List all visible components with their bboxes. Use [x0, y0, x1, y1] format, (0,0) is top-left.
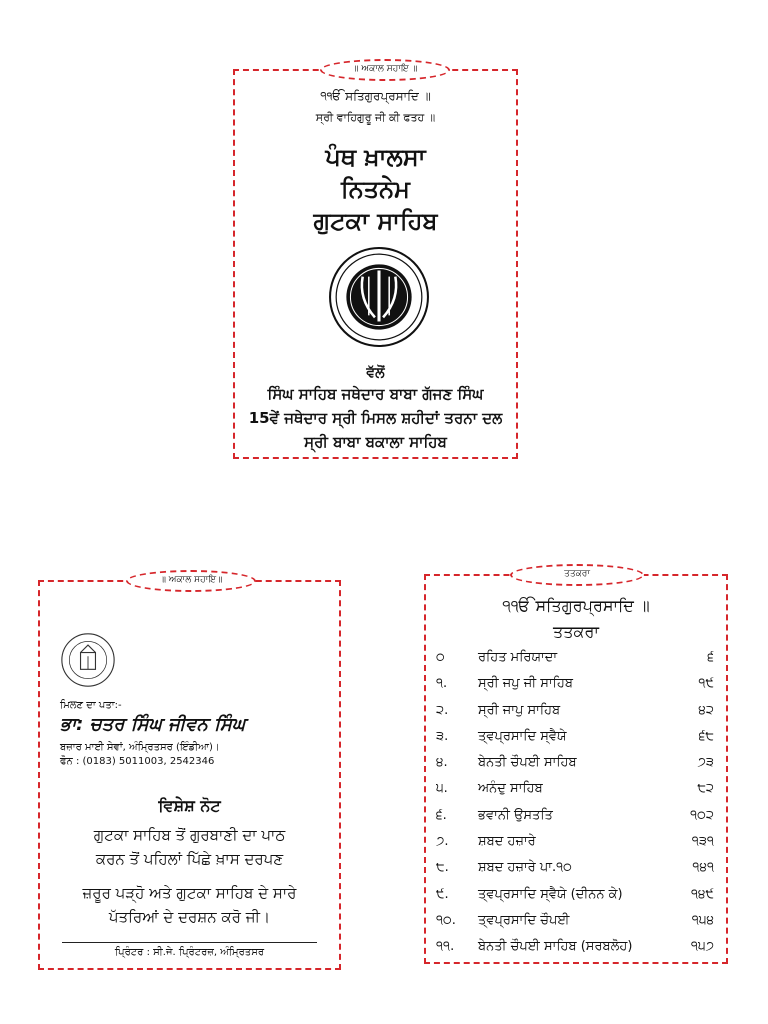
toc-page: ੧੪੯	[690, 886, 714, 902]
toc-number: ੭.	[436, 834, 449, 850]
toc-number: ੩.	[436, 728, 449, 744]
ik-onkar-line: ੧ੴ ਸਤਿਗੁਰਪ੍ਰਸਾਦਿ ॥	[502, 596, 650, 615]
toc-page: ੪੨	[698, 702, 714, 718]
fateh-line: ਸ੍ਰੀ ਵਾਹਿਗੁਰੂ ਜੀ ਕੀ ਫਤਹ ॥	[315, 111, 436, 124]
toc-row	[426, 830, 726, 856]
toc-title: ਸ਼ਬਦ ਹਜ਼ਾਰੇ	[478, 834, 536, 850]
toc-title: ਤ੍ਵਪ੍ਰਸਾਦਿ ਚੌਪਈ	[478, 912, 570, 928]
toc-row	[426, 725, 726, 751]
toc-page: ੧੫੭	[690, 939, 714, 955]
toc-row	[426, 804, 726, 830]
note-line-1: ਗੁਟਕਾ ਸਾਹਿਬ ਤੋਂ ਗੁਰਬਾਣੀ ਦਾ ਪਾਠ	[93, 826, 286, 844]
publisher-notes-page	[38, 575, 341, 970]
toc-row	[426, 646, 726, 672]
toc-row	[426, 883, 726, 909]
toc-number: ੧.	[436, 676, 448, 692]
toc-number: ੬.	[436, 807, 447, 823]
publisher-name: ਭਾ: ਚਤਰ ਸਿੰਘ ਜੀਵਨ ਸਿੰਘ	[60, 714, 246, 735]
khanda-seal-icon	[328, 246, 430, 348]
title-nitnem: ਨਿਤਨੇਮ	[341, 175, 410, 203]
note-line-2: ਕਰਨ ਤੋਂ ਪਹਿਲਾਂ ਪਿੱਛੇ ਖ਼ਾਸ ਦਰਪਣ	[95, 850, 284, 868]
toc-page: ੭੩	[697, 755, 714, 771]
note-line-4: ਪੱਤਰਿਆਂ ਦੇ ਦਰਸ਼ਨ ਕਰੋ ਜੀ।	[108, 908, 271, 926]
toc-title: ਬੇਨਤੀ ਚੌਪਈ ਸਾਹਿਬ (ਸਰਬਲੋਹ)	[478, 939, 633, 955]
toc-title: ਸ਼ਬਦ ਹਜ਼ਾਰੇ ਪਾ.੧੦	[478, 860, 572, 876]
toc-number: ੯.	[436, 886, 449, 902]
toc-row	[426, 699, 726, 725]
toc-page: ੬	[707, 650, 714, 665]
author-line-1: ਸਿੰਘ ਸਾਹਿਬ ਜਥੇਦਾਰ ਬਾਬਾ ਗੱਜਣ ਸਿੰਘ	[267, 385, 484, 403]
toc-page: ੧੫੪	[691, 912, 714, 928]
toc-row	[426, 935, 726, 961]
toc-row	[426, 672, 726, 698]
toc-page: ੮੨	[697, 781, 714, 797]
note-line-3: ਜ਼ਰੂਰ ਪੜ੍ਹੋ ਅਤੇ ਗੁਟਕਾ ਸਾਹਿਬ ਦੇ ਸਾਰੇ	[82, 884, 297, 902]
toc-title: ਅਨੰਦੁ ਸਾਹਿਬ	[478, 781, 543, 797]
vallon-label: ਵੱਲੋਂ	[366, 365, 385, 381]
toc-number: ੫.	[436, 781, 448, 797]
toc-page: ੧੩੧	[691, 834, 714, 850]
akal-sahai-oval: ॥ ਅਕਾਲ ਸਹਾਇ ॥	[320, 59, 450, 81]
toc-number: ੮.	[436, 860, 449, 876]
toc-title: ਸ੍ਰੀ ਜਪੁ ਜੀ ਸਾਹਿਬ	[478, 676, 573, 692]
author-line-3: ਸ੍ਰੀ ਬਾਬਾ ਬਕਾਲਾ ਸਾਹਿਬ	[304, 433, 447, 451]
toc-title: ਤ੍ਵਪ੍ਰਸਾਦਿ ਸ੍ਵੈਯੇ	[478, 728, 567, 744]
toc-number: ੪.	[436, 755, 448, 771]
akal-sahai-oval: ॥ ਅਕਾਲ ਸਹਾਇ॥	[126, 570, 256, 592]
toc-page: ੧੯	[698, 676, 714, 692]
toc-row	[426, 909, 726, 935]
toc-page: ੧੦੨	[690, 807, 714, 823]
special-note-title: ਵਿਸ਼ੇਸ਼ ਨੋਟ	[158, 796, 221, 815]
toc-row	[426, 751, 726, 777]
printer-credit: ਪ੍ਰਿੰਟਰ : ਸੀ.ਜੇ. ਪ੍ਰਿੰਟਰਜ਼, ਅੰਮ੍ਰਿਤਸਰ	[114, 947, 265, 958]
index-title: ਤਤਕਰਾ	[553, 622, 599, 641]
publisher-label: ਮਿਲਣ ਦਾ ਪਤਾ:-	[60, 700, 122, 711]
publisher-address: ਬਜ਼ਾਰ ਮਾਈ ਸੇਵਾਂ, ਅੰਮ੍ਰਿਤਸਰ (ਇੰਡੀਆ)।	[60, 742, 220, 753]
index-oval-label: ਤਤਕਰਾ	[510, 564, 644, 586]
toc-title: ਰਹਿਤ ਮਰਿਯਾਦਾ	[478, 650, 558, 665]
toc-number: ੦	[436, 650, 445, 665]
toc-number: ੨.	[436, 702, 449, 718]
toc-number: ੧੧.	[436, 939, 455, 955]
toc-row	[426, 777, 726, 803]
toc-title: ਬੇਨਤੀ ਚੌਪਈ ਸਾਹਿਬ	[478, 755, 577, 771]
toc-number: ੧੦.	[436, 912, 456, 928]
divider	[62, 942, 317, 943]
cover-page	[233, 64, 518, 459]
title-gutka-sahib: ਗੁਟਕਾ ਸਾਹਿਬ	[313, 207, 438, 235]
toc-page: ੧੪੧	[692, 860, 714, 876]
toc-title: ਤ੍ਵਪ੍ਰਸਾਦਿ ਸ੍ਵੈਯੇ (ਦੀਨਨ ਕੇ)	[478, 886, 623, 902]
publisher-phone: ਫੋਨ : (0183) 5011003, 2542346	[60, 756, 215, 767]
table-of-contents	[426, 646, 726, 962]
ik-onkar-line: ੧ੴ ਸਤਿਗੁਰਪ੍ਰਸਾਦਿ ॥	[320, 89, 431, 103]
author-line-2: 15ਵੇਂ ਜਥੇਦਾਰ ਸ੍ਰੀ ਮਿਸਲ ਸ਼ਹੀਦਾਂ ਤਰਨਾ ਦਲ	[248, 409, 503, 427]
index-page	[424, 569, 728, 964]
toc-title: ਭਵਾਨੀ ਉਸਤਤਿ	[478, 807, 553, 823]
printer-logo-icon	[60, 632, 116, 688]
title-panth-khalsa: ਪੰਥ ਖ਼ਾਲਸਾ	[325, 143, 426, 171]
toc-title: ਸ੍ਰੀ ਜਾਪੁ ਸਾਹਿਬ	[478, 702, 561, 718]
toc-row	[426, 856, 726, 882]
toc-page: ੬੮	[698, 728, 714, 744]
